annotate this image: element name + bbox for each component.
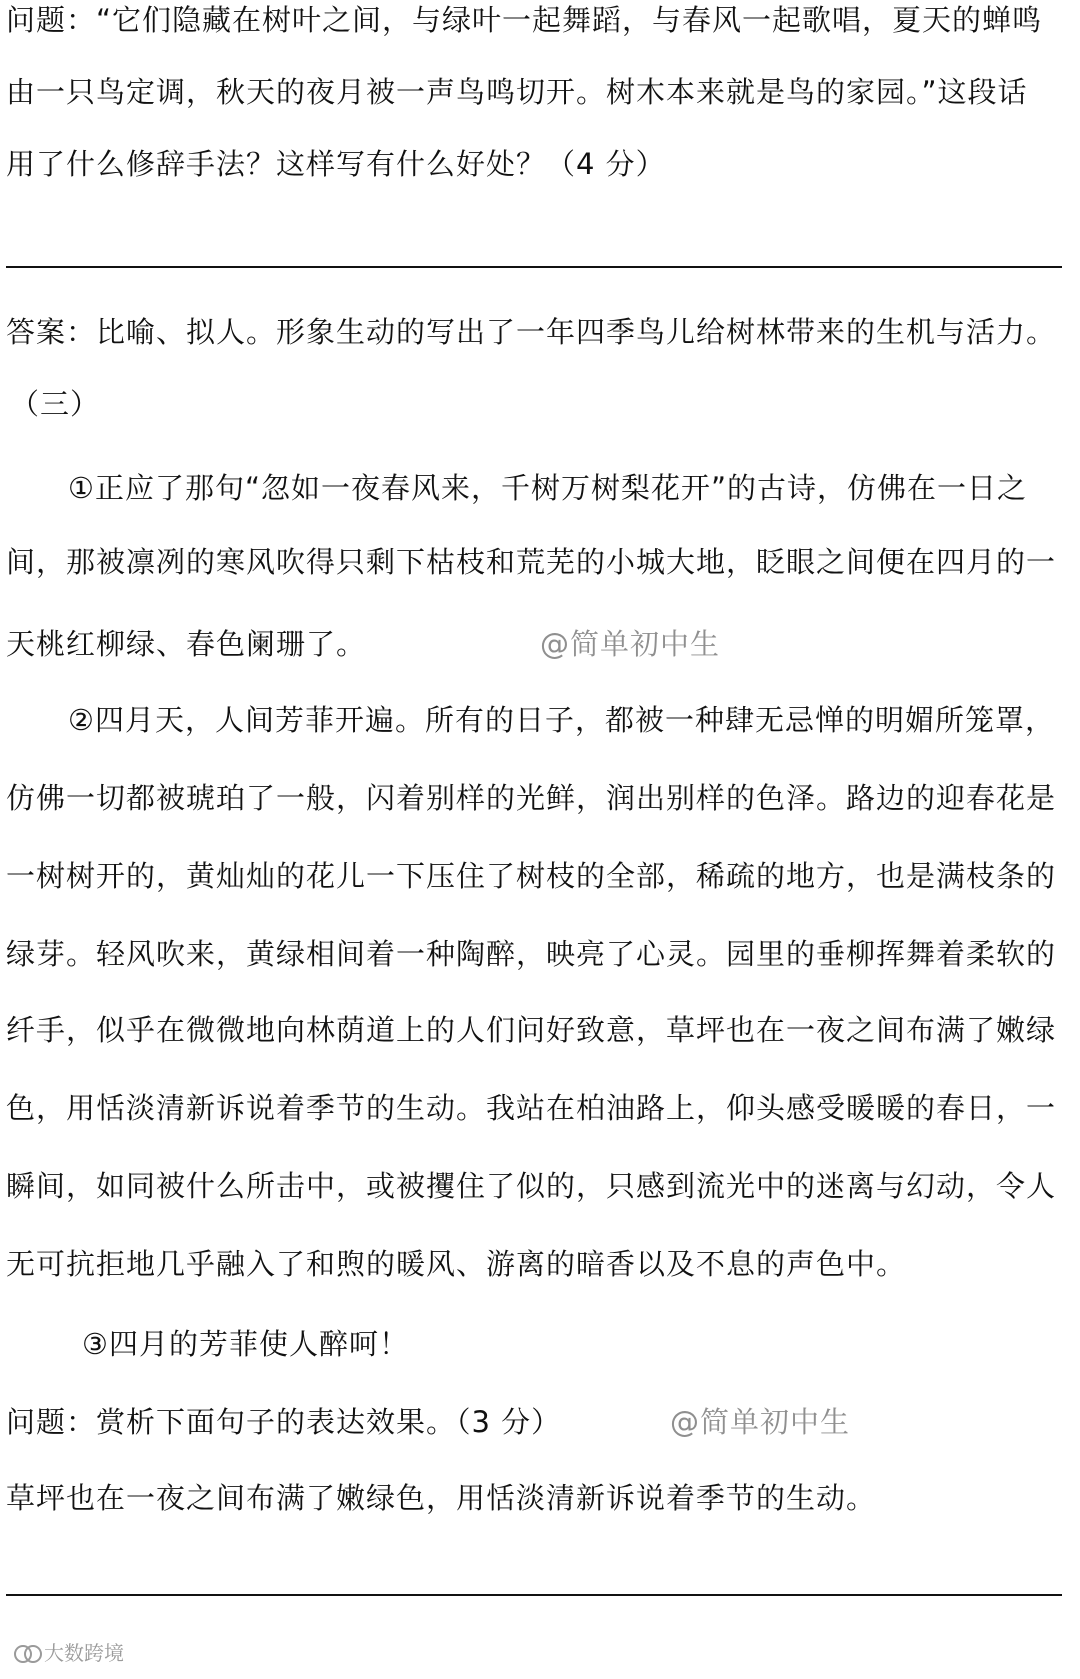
question-1-line-2: 由一只鸟定调，秋天的夜月被一声鸟鸣切开。树木本来就是鸟的家园。”这段话 <box>6 75 1028 109</box>
paragraph-2-line-3: 一树树开的，黄灿灿的花儿一下压住了树枝的全部，稀疏的地方，也是满枝条的 <box>6 859 1057 893</box>
quoted-sentence: 草坪也在一夜之间布满了嫩绿色，用恬淡清新诉说着季节的生动。 <box>6 1481 877 1515</box>
answer-line-1 <box>6 266 1062 268</box>
logo-rings-icon <box>14 1643 40 1663</box>
watermark-2: @简单初中生 <box>670 1405 851 1439</box>
section-label: （三） <box>10 387 101 421</box>
paragraph-2-line-8: 无可抗拒地几乎融入了和煦的暖风、游离的暗香以及不息的声色中。 <box>6 1247 907 1281</box>
logo-text: 大数跨境 <box>44 1641 124 1665</box>
paragraph-1-line-3: 天桃红柳绿、春色阑珊了。 <box>6 627 367 661</box>
paragraph-2-line-1: ②四月天，人间芳菲开遍。所有的日子，都被一种肆无忌惮的明媚所笼罩， <box>68 703 1055 737</box>
logo <box>14 1640 124 1666</box>
watermark-1: @简单初中生 <box>540 627 721 661</box>
question-1-line-1: 问题：“它们隐藏在树叶之间，与绿叶一起舞蹈，与春风一起歌唱，夏天的蝉鸣 <box>6 3 1043 37</box>
paragraph-2-line-7: 瞬间，如同被什么所击中，或被攫住了似的，只感到流光中的迷离与幻动，令人 <box>6 1169 1057 1203</box>
answer-line-2 <box>6 1594 1062 1596</box>
question-2: 问题：赏析下面句子的表达效果。（3 分） <box>6 1405 562 1439</box>
paragraph-2-line-6: 色，用恬淡清新诉说着季节的生动。我站在柏油路上，仰头感受暖暖的春日，一 <box>6 1091 1057 1125</box>
paragraph-2-line-5: 纤手，似乎在微微地向林荫道上的人们问好致意，草坪也在一夜之间布满了嫩绿 <box>6 1013 1057 1047</box>
question-1-line-3: 用了什么修辞手法？这样写有什么好处？（4 分） <box>6 147 666 181</box>
paragraph-2-line-4: 绿芽。轻风吹来，黄绿相间着一种陶醉，映亮了心灵。园里的垂柳挥舞着柔软的 <box>6 937 1057 971</box>
paragraph-1-line-2: 间，那被凛冽的寒风吹得只剩下枯枝和荒芜的小城大地，眨眼之间便在四月的一 <box>6 545 1057 579</box>
paragraph-1-line-1: ①正应了那句“忽如一夜春风来，千树万树梨花开”的古诗，仿佛在一日之 <box>68 471 1028 505</box>
paragraph-3: ③四月的芳菲使人醉呵！ <box>82 1327 409 1361</box>
paragraph-2-line-2: 仿佛一切都被琥珀了一般，闪着别样的光鲜，润出别样的色泽。路边的迎春花是 <box>6 781 1057 815</box>
answer-1: 答案：比喻、拟人。形象生动的写出了一年四季鸟儿给树林带来的生机与活力。 <box>6 315 1057 349</box>
